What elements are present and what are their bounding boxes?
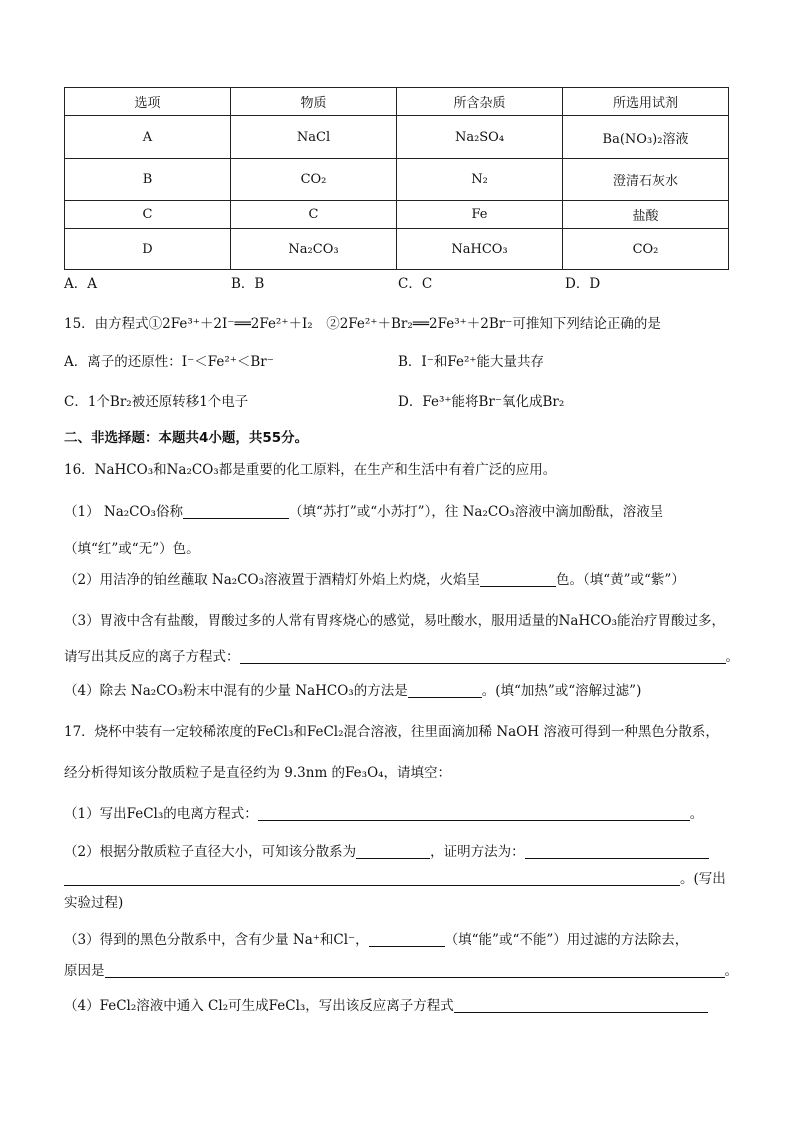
q17-part3-text-a: （3）得到的黑色分散系中，含有少量 Na⁺和Cl⁻，: [64, 932, 369, 948]
q16-part3-blank[interactable]: [240, 649, 726, 664]
q17-part3-text-b: （填“能”或“不能”）用过滤的方法除去，: [444, 932, 689, 948]
cell-option: A: [65, 116, 231, 159]
reagent-table: [64, 87, 729, 270]
cell-substance: NaCl: [231, 116, 397, 159]
section-heading: 二、非选择题：本题共4小题，共55分。: [64, 430, 309, 446]
q17-part2-blank-a[interactable]: [356, 844, 430, 859]
table-row: [65, 159, 729, 201]
table-row: [65, 116, 729, 159]
q16-stem: 16．NaHCO₃和Na₂CO₃都是重要的化工原料，在生产和生活中有着广泛的应用。: [64, 462, 557, 478]
q16-part4: [64, 681, 641, 701]
q15-choice-b: B．I⁻和Fe²⁺能大量共存: [398, 354, 545, 370]
q17-part3-blank-a[interactable]: [369, 932, 445, 947]
q16-part2-blank[interactable]: [480, 572, 556, 587]
q17-part1-period: 。: [689, 806, 704, 822]
q17-part3-cont: [64, 961, 738, 981]
q16-part3-text: 请写出其反应的离子方程式：: [64, 649, 240, 665]
q17-part2-blank-b[interactable]: [525, 844, 709, 859]
q17-part3-blank-b[interactable]: [105, 963, 725, 978]
q16-part1-text-b: （填“苏打”或“小苏打”），往 Na₂CO₃溶液中滴加酚酞，溶液呈: [288, 504, 664, 520]
cell-impurity: NaHCO₃: [397, 229, 563, 270]
q17-part4-blank[interactable]: [454, 998, 708, 1013]
q17-part2-blank-c[interactable]: [64, 871, 680, 886]
header-reagent: 所选用试剂: [563, 88, 729, 116]
q16-part1: [64, 502, 663, 522]
header-option: 选项: [65, 88, 231, 116]
cell-impurity: N₂: [397, 159, 563, 201]
q17-part2: [64, 842, 709, 862]
cell-option: D: [65, 229, 231, 270]
q17-part3: [64, 930, 688, 950]
q17-part4: [64, 996, 708, 1016]
q16-part4-blank[interactable]: [408, 683, 482, 698]
cell-reagent: 澄清石灰水: [563, 159, 729, 201]
q17-part1-blank[interactable]: [258, 806, 690, 821]
q16-part4-text-b: 。(填“加热”或“溶解过滤”): [481, 683, 642, 699]
q16-part2-text-a: （2）用洁净的铂丝蘸取 Na₂CO₃溶液置于酒精灯外焰上灼烧，火焰呈: [64, 572, 480, 588]
cell-option: C: [65, 201, 231, 229]
q14-choice-b: B．B: [231, 276, 265, 292]
q16-part2-text-b: 色。（填“黄”或“紫”）: [555, 572, 685, 588]
q17-part3-period: 。: [724, 963, 738, 979]
cell-impurity: Na₂SO₄: [397, 116, 563, 159]
cell-reagent: CO₂: [563, 229, 729, 270]
header-impurity: 所含杂质: [397, 88, 563, 116]
q15-stem: 15．由方程式①2Fe³⁺＋2I⁻══2Fe²⁺＋I₂ ②2Fe²⁺＋Br₂══2Fe³⁺＋2Br⁻可推知下列结论正确的是: [64, 316, 661, 332]
q17-part2-cont: [64, 869, 726, 889]
q17-part4-text: （4）FeCl₂溶液中通入 Cl₂可生成FeCl₃，写出该反应离子方程式: [64, 998, 454, 1014]
q14-choice-d: D．D: [565, 276, 601, 292]
table-row: [65, 201, 729, 229]
q16-part4-text-a: （4）除去 Na₂CO₃粉末中混有的少量 NaHCO₃的方法是: [64, 683, 408, 699]
q17-part2-text-c: 。(写出: [680, 871, 726, 887]
q16-part1-text-a: （1） Na₂CO₃俗称: [64, 504, 183, 520]
q16-part3-period: 。: [725, 649, 739, 665]
q17-part3-text-c: 原因是: [64, 963, 105, 979]
q15-choice-a: A．离子的还原性：I⁻＜Fe²⁺＜Br⁻: [64, 354, 274, 370]
header-substance: 物质: [231, 88, 397, 116]
q17-stem-line2: 经分析得知该分散质粒子是直径约为 9.3nm 的Fe₃O₄，请填空：: [64, 765, 452, 781]
q17-part2-text-b: ，证明方法为：: [430, 844, 525, 860]
q16-part3-cont: [64, 647, 739, 667]
cell-substance: C: [231, 201, 397, 229]
q14-choice-a: A．A: [64, 276, 97, 292]
table-header-row: [65, 88, 729, 116]
cell-reagent: 盐酸: [563, 201, 729, 229]
q17-part1-text: （1）写出FeCl₃的电离方程式：: [64, 806, 258, 822]
q15-choice-c: C．1个Br₂被还原转移1个电子: [64, 394, 249, 410]
cell-substance: CO₂: [231, 159, 397, 201]
cell-impurity: Fe: [397, 201, 563, 229]
q16-part2: [64, 570, 685, 590]
q16-part1-blank[interactable]: [183, 504, 289, 519]
table-row: [65, 229, 729, 270]
cell-option: B: [65, 159, 231, 201]
cell-reagent: Ba(NO₃)₂溶液: [563, 116, 729, 159]
q16-part1-cont: （填“红”或“无”）色。: [64, 541, 200, 557]
q17-part2-text-a: （2）根据分散质粒子直径大小，可知该分散系为: [64, 844, 357, 860]
q16-part3: （3）胃液中含有盐酸，胃酸过多的人常有胃疼烧心的感觉，易吐酸水，服用适量的NaHCO₃能治疗胃酸过多，: [64, 613, 726, 629]
q15-choice-d: D．Fe³⁺能将Br⁻氧化成Br₂: [398, 394, 565, 410]
q17-stem-line1: 17．烧杯中装有一定较稀浓度的FeCl₃和FeCl₂混合溶液，往里面滴加稀 NaOH 溶液可得到一种黑色分散系，: [64, 724, 719, 740]
cell-substance: Na₂CO₃: [231, 229, 397, 270]
q17-part2-cont2: 实验过程): [64, 895, 124, 911]
q14-choice-c: C．C: [398, 276, 433, 292]
q17-part1: [64, 804, 703, 824]
